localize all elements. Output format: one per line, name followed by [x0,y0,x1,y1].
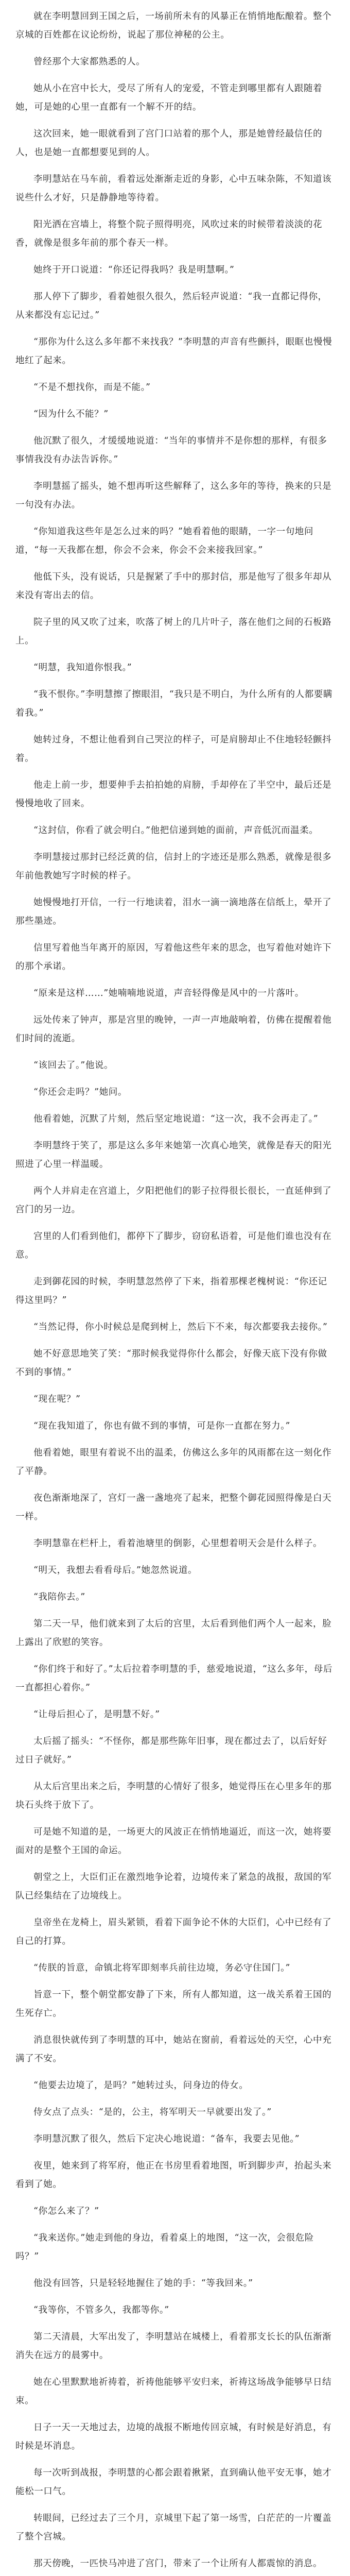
paragraph: “我等你，不管多久，我都等你。” [33,2305,169,2315]
paragraph: 走到御花园的时候，李明慧忽然停了下来，指着那棵老槐树说：“你还记得这里吗？” [15,1277,327,1306]
paragraph: 转眼间，已经过去了三个月，京城里下起了第一场雪，白茫茫的一片覆盖了整个宫城。 [15,2513,332,2542]
paragraph: “这封信，你看了就会明白。”他把信递到她的面前，声音低沉而温柔。 [33,825,319,836]
paragraph: “他要去边境了，是吗？”她转过头，问身边的侍女。 [33,2080,249,2091]
paragraph: 信里写着他当年离开的原因，写着他这些年来的思念，也写着他对她许下的那个承诺。 [15,943,332,972]
paragraph: 第二天清晨，大军出发了，李明慧站在城楼上，看着那支长长的队伍渐渐消失在远方的晨雾中。 [15,2332,332,2361]
paragraph: 她从小在宫中长大，受尽了所有人的宠爱，不管走到哪里都有人跟随着她，可是她的心里一直都有一个解不开的结。 [15,83,323,112]
paragraph: 那天傍晚，一匹快马冲进了宫门，带来了一个让所有人都震惊的消息。 [33,2558,323,2569]
paragraph: “明慧，我知道你恨我。” [33,663,132,673]
paragraph: 李明慧靠在栏杆上，看着池塘里的倒影，心里想着明天会是什么样子。 [33,1538,323,1549]
paragraph: 从太后宫里出来之后，李明慧的心情好了很多，她觉得压在心里多年的那块石头终于放下了。 [15,1782,332,1810]
paragraph: 第二天一早，他们就来到了太后的宫里，太后看到他们两个人一起来，脸上露出了欣慰的笑容。 [15,1619,332,1648]
paragraph: 他低下头，没有说话，只是握紧了手中的那封信，那是他写了很多年却从来没有寄出去的信。 [15,572,332,601]
paragraph: 侍女点了点头：“是的，公主，将军明天一早就要出发了。” [33,2107,272,2117]
paragraph: 夜里，她来到了将军府，他正在书房里看着地图，听到脚步声，抬起头来看到了她。 [15,2161,332,2190]
paragraph: “我来送你。”她走到他的身边，看着桌上的地图，“这一次，会很危险吗？” [15,2233,314,2262]
paragraph: 她慢慢地打开信，一行一行地读着，泪水一滴一滴地落在信纸上，晕开了那些墨迹。 [15,897,332,926]
paragraph: 李明慧接过那封已经泛黄的信，信封上的字迹还是那么熟悉，就像是很多年前他教她写字时候的样子。 [15,852,332,881]
paragraph: “你怎么来了？” [33,2206,99,2216]
paragraph: 他看着她，眼里有着说不出的温柔，仿佛这么多年的风雨都在这一刻化作了平静。 [15,1448,332,1477]
paragraph: “你们终于和好了。”太后拉着李明慧的手，慈爱地说道，“这么多年，母后一直都担心着你。” [15,1664,332,1693]
paragraph: 每一次听到战报，李明慧的心都会跟着揪紧，直到确认他平安无事，她才能松一口气。 [15,2468,332,2497]
paragraph: “现在呢？” [33,1394,81,1404]
paragraph: 李明慧沉默了很久，然后下定决心地说道：“备车，我要去见他。” [33,2134,300,2144]
paragraph: 她不好意思地笑了笑：“那时候我觉得你什么都会，好像天底下没有你做不到的事情。” [15,1349,327,1378]
paragraph: 他看着她，沉默了片刻，然后坚定地说道：“这一次，我不会再走了。” [33,1114,319,1124]
paragraph: 皇帝坐在龙椅上，眉头紧锁，看着下面争论不休的大臣们，心中已经有了自己的打算。 [15,1918,332,1946]
paragraph: 他走上前一步，想要伸手去拍拍她的肩膀，手却停在了半空中，最后还是慢慢地收了回来。 [15,780,332,809]
paragraph: 她转过身，不想让他看到自己哭泣的样子，可是肩膀却止不住地轻轻颤抖着。 [15,735,332,764]
paragraph: “我不恨你。”李明慧擦了擦眼泪，“我只是不明白，为什么所有的人都要瞒着我。” [15,689,332,718]
paragraph: “我陪你去。” [33,1592,85,1602]
paragraph: 远处传来了钟声，那是宫里的晚钟，一声一声地敲响着，仿佛在提醒着他们时间的流逝。 [15,1015,332,1044]
paragraph: 他没有回答，只是轻轻地握住了她的手：“等我回来。” [33,2278,253,2289]
paragraph: “你还会走吗？”她问。 [33,1087,127,1097]
paragraph: 夜色渐渐地深了，宫灯一盏一盏地亮了起来，把整个御花园照得像是白天一样。 [15,1493,332,1522]
paragraph: 太后摇了摇头：“不怪你，都是那些陈年旧事，现在都过去了，以后好好过日子就好。” [15,1736,327,1765]
paragraph: 李明慧站在马车前，看着远处渐渐走近的身影，心中五味杂陈，不知道该说些什么才好，只是静静地等待着。 [15,174,332,203]
paragraph: 他沉默了很久，才缓缓地说道：“当年的事情并不是你想的那样，有很多事情我没有办法告诉你。” [15,436,327,465]
paragraph: 宫里的人们看到他们，都停下了脚步，窃窃私语着，可是他们谁也没有在意。 [15,1231,332,1260]
paragraph: 院子里的风又吹了过来，吹落了树上的几片叶子，落在他们之间的石板路上。 [15,617,332,646]
paragraph: 李明慧终于笑了，那是这么多年来她第一次真心地笑，就像是春天的阳光照进了心里一样温暖。 [15,1141,332,1170]
paragraph: 曾经那个大家都熟悉的人。 [33,57,146,67]
paragraph: 那人停下了脚步，看着她很久很久，然后轻声说道：“我一直都记得你，从来都没有忘记过。” [15,292,327,320]
paragraph: 她终于开口说道：“你还记得我吗？我是明慧啊。” [33,265,235,275]
paragraph: “当然记得，你小时候总是爬到树上，然后下不来，每次都要我去接你。” [33,1322,328,1332]
paragraph: 旨意一下，整个朝堂都安静了下来，所有人都知道，这一战关系着王国的生死存亡。 [15,1990,332,2019]
paragraph: “原来是这样……”她喃喃地说道，声音轻得像是风中的一片落叶。 [33,988,304,998]
paragraph: 阳光洒在宫墙上，将整个院子照得明亮，风吹过来的时候带着淡淡的花香，就像是很多年前的那个春天一样。 [15,219,323,248]
paragraph: 消息很快就传到了李明慧的耳中，她站在窗前，看着远处的天空，心中充满了不安。 [15,2035,332,2064]
paragraph: “传朕的旨意，命镇北将军即刻率兵前往边境，务必守住国门。” [33,1963,291,1973]
paragraph: 可是她不知道的是，一场更大的风波正在悄悄地逼近，而这一次，她将要面对的是整个王国的命运。 [15,1827,332,1856]
paragraph: “那你为什么这么多年都不来找我？”李明慧的声音有些颤抖，眼眶也慢慢地红了起来。 [15,337,332,366]
paragraph: 朝堂之上，大臣们正在激烈地争论着，边境传来了紧急的战报，敌国的军队已经集结在了边境线上。 [15,1872,332,1901]
paragraph: “因为什么不能？” [33,409,109,419]
paragraph: 日子一天一天地过去，边境的战报不断地传回京城，有时候是好消息，有时候是坏消息。 [15,2422,332,2451]
article-body [15,7,335,2576]
paragraph: “现在我知道了，你也有做不到的事情，可是你一直都在努力。” [33,1421,291,1431]
paragraph: “你知道我这些年是怎么过来的吗？”她看着他的眼睛，一字一句地问道，“每一天我都在想，你会不会来，你会不会来接我回家。” [15,527,313,555]
paragraph: 李明慧摇了摇头，她不想再听这些解释了，这么多年的等待，换来的只是一句没有办法。 [15,481,332,510]
paragraph: 这次回来，她一眼就看到了宫门口站着的那个人，那是她曾经最信任的人，也是她一直都想要见到的人。 [15,129,323,158]
paragraph: 就在李明慧回到王国之后，一场前所未有的风暴正在悄悄地酝酿着。整个京城的百姓都在议论纷纷，说起了那位神秘的公主。 [15,11,332,40]
paragraph: “不是不想找你，而是不能。” [33,382,151,393]
paragraph: 两个人并肩走在宫道上，夕阳把他们的影子拉得很长很长，一直延伸到了宫门的另一边。 [15,1186,332,1215]
paragraph: “明天，我想去看看母后。”她忽然说道。 [33,1565,198,1575]
paragraph: 她在心里默默地祈祷着，祈祷他能够平安归来，祈祷这场战争能够早日结束。 [15,2377,332,2406]
paragraph: “该回去了。”他说。 [33,1060,114,1071]
paragraph: “让母后担心了，是明慧不好。” [33,1709,160,1720]
